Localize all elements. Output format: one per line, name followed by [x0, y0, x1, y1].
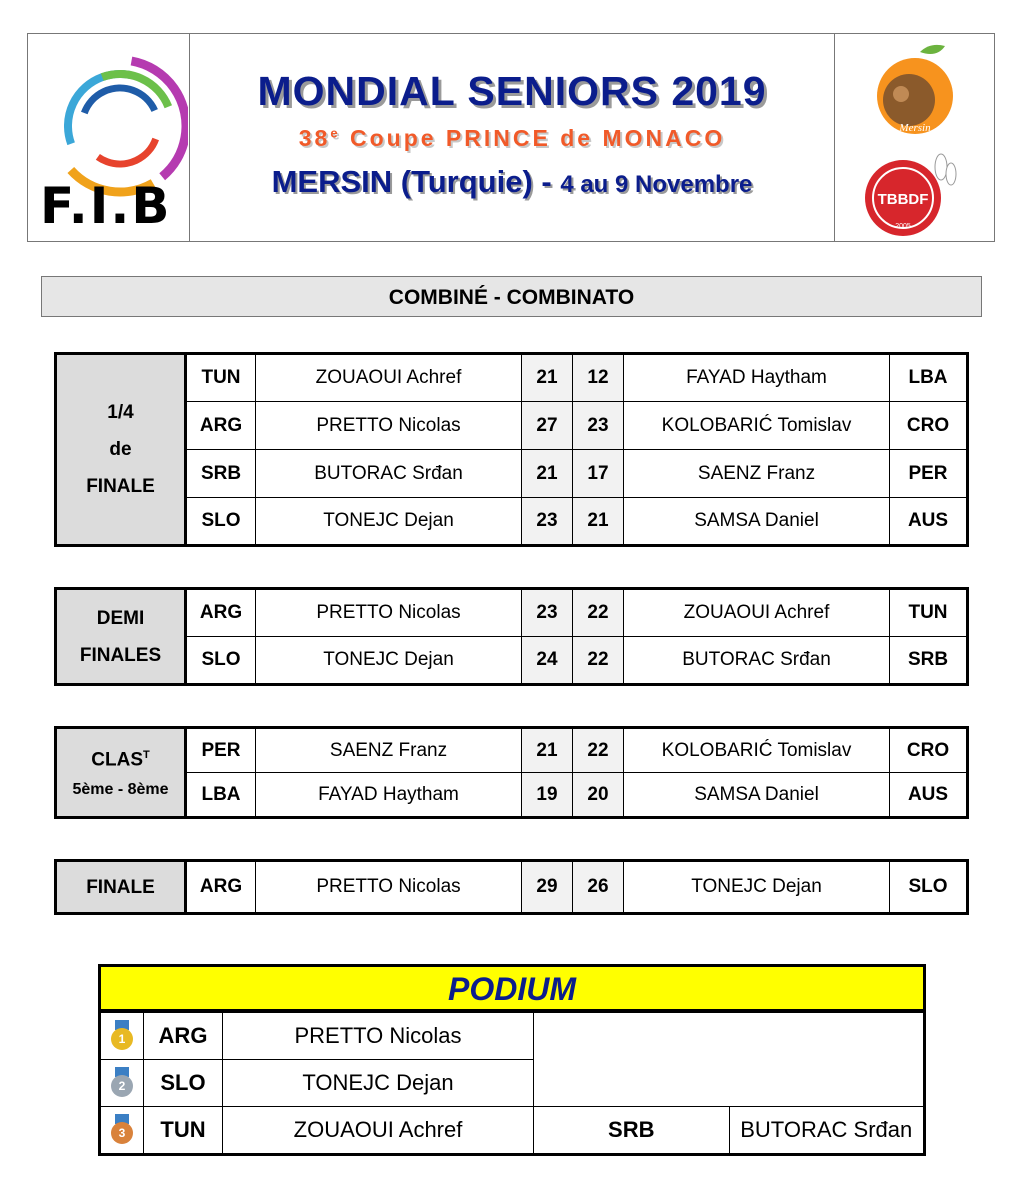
player-name: SAMSA Daniel — [624, 773, 890, 818]
table-row — [56, 498, 968, 546]
country-code: SRB — [890, 637, 968, 685]
country-code: SLO — [144, 1060, 223, 1107]
score: 12 — [573, 354, 624, 402]
event-header — [27, 33, 995, 242]
event-title: MONDIAL SENIORS 2019 — [257, 68, 767, 114]
bronze-medal-icon: 3 — [100, 1107, 144, 1155]
section-title: COMBINÉ - COMBINATO — [41, 276, 982, 317]
country-code: TUN — [144, 1107, 223, 1155]
country-code: SRB — [186, 450, 256, 498]
round-label-classification: $CLAS^T$ 5ème - 8ème — [56, 728, 186, 818]
podium-blank — [534, 1013, 925, 1107]
table-row — [56, 728, 968, 773]
country-code: SLO — [186, 498, 256, 546]
classification-table — [54, 726, 969, 819]
score: 19 — [522, 773, 573, 818]
country-code: ARG — [186, 861, 256, 914]
country-code: SRB — [534, 1107, 730, 1155]
country-code: LBA — [186, 773, 256, 818]
country-code: ARG — [186, 589, 256, 637]
player-name: PRETTO Nicolas — [256, 589, 522, 637]
table-row — [56, 402, 968, 450]
player-name: TONEJC Dejan — [256, 498, 522, 546]
table-row — [56, 773, 968, 818]
event-subtitle: 38e Coupe PRINCE de MONACO — [298, 125, 726, 151]
player-name: KOLOBARIĆ Tomislav — [624, 402, 890, 450]
score: 27 — [522, 402, 573, 450]
semifinal-table — [54, 587, 969, 686]
podium-row-bronze — [100, 1107, 925, 1155]
player-name: TONEJC Dejan — [223, 1060, 534, 1107]
table-row — [56, 354, 968, 402]
score: 23 — [522, 589, 573, 637]
table-row — [56, 637, 968, 685]
country-code: ARG — [144, 1013, 223, 1060]
round-label-quarterfinal: 1/4 de FINALE — [56, 354, 186, 546]
player-name: BUTORAC Srđan — [624, 637, 890, 685]
player-name: FAYAD Haytham — [624, 354, 890, 402]
player-name: ZOUAOUI Achref — [624, 589, 890, 637]
score: 23 — [522, 498, 573, 546]
table-row — [56, 861, 968, 914]
tbbdf-logo-label: TBBDF — [877, 191, 929, 208]
player-name: TONEJC Dejan — [624, 861, 890, 914]
gold-medal-icon: 1 — [100, 1013, 144, 1060]
score: 29 — [522, 861, 573, 914]
player-name: BUTORAC Srđan — [729, 1107, 925, 1155]
country-code: CRO — [890, 728, 968, 773]
player-name: SAENZ Franz — [624, 450, 890, 498]
score: 21 — [522, 450, 573, 498]
event-location: MERSIN (Turquie) - — [271, 164, 561, 199]
player-name: TONEJC Dejan — [256, 637, 522, 685]
player-name: PRETTO Nicolas — [256, 402, 522, 450]
podium-title: PODIUM — [98, 964, 926, 1012]
score: 20 — [573, 773, 624, 818]
score: 22 — [573, 589, 624, 637]
score: 23 — [573, 402, 624, 450]
score: 21 — [522, 728, 573, 773]
player-name: FAYAD Haytham — [256, 773, 522, 818]
country-code: AUS — [890, 773, 968, 818]
score: 22 — [573, 637, 624, 685]
score: 24 — [522, 637, 573, 685]
fib-logo — [28, 34, 190, 241]
tbbdf-logo-icon — [835, 34, 995, 241]
event-title-block — [190, 34, 835, 241]
player-name: PRETTO Nicolas — [256, 861, 522, 914]
event-dates: 4 au 9 Novembre — [560, 171, 753, 198]
podium-row-gold — [100, 1013, 925, 1060]
silver-medal-icon: 2 — [100, 1060, 144, 1107]
event-location-dates — [190, 164, 834, 200]
quarterfinal-table — [54, 352, 969, 547]
country-code: SLO — [186, 637, 256, 685]
country-code: PER — [186, 728, 256, 773]
country-code: TUN — [186, 354, 256, 402]
player-name: BUTORAC Srđan — [256, 450, 522, 498]
sponsor-logos — [835, 34, 994, 241]
score: 21 — [522, 354, 573, 402]
mersin-logo-label: Mersin — [899, 122, 931, 134]
country-code: AUS — [890, 498, 968, 546]
final-table — [54, 859, 969, 915]
country-code: PER — [890, 450, 968, 498]
round-label-final: FINALE — [56, 861, 186, 914]
player-name: ZOUAOUI Achref — [256, 354, 522, 402]
country-code: SLO — [890, 861, 968, 914]
podium-table — [98, 1012, 926, 1156]
player-name: SAENZ Franz — [256, 728, 522, 773]
round-label-semifinal: DEMI FINALES — [56, 589, 186, 685]
country-code: ARG — [186, 402, 256, 450]
player-name: PRETTO Nicolas — [223, 1013, 534, 1060]
player-name: ZOUAOUI Achref — [223, 1107, 534, 1155]
table-row — [56, 589, 968, 637]
fib-logo-text: F.I.B — [40, 177, 172, 235]
player-name: SAMSA Daniel — [624, 498, 890, 546]
country-code: TUN — [890, 589, 968, 637]
country-code: CRO — [890, 402, 968, 450]
tbbdf-logo-year: 2005 — [895, 223, 911, 230]
country-code: LBA — [890, 354, 968, 402]
table-row — [56, 450, 968, 498]
score: 17 — [573, 450, 624, 498]
score: 21 — [573, 498, 624, 546]
score: 26 — [573, 861, 624, 914]
score: 22 — [573, 728, 624, 773]
player-name: KOLOBARIĆ Tomislav — [624, 728, 890, 773]
